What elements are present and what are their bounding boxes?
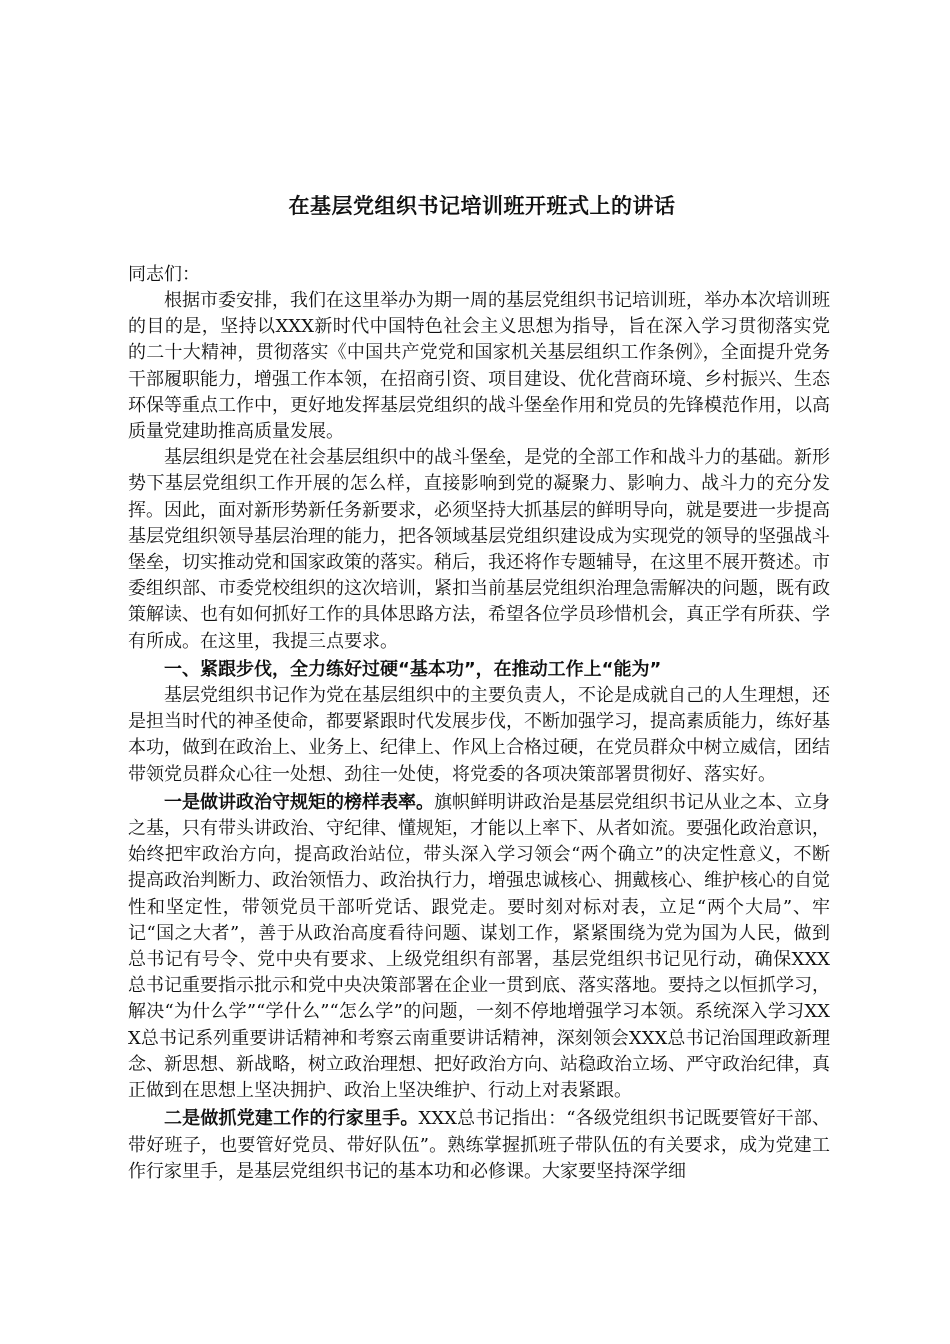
section-1-paragraph: 基层党组织书记作为党在基层组织中的主要负责人，不论是成就自己的人生理想，还是担当时代的神圣使命，都要紧跟时代发展步伐，不断加强学习，提高素质能力，练好基本功，做到在政治上、业务上、纪律上、作风上合格过硬，在党员群众中树立威信，团结带领党员群众心往一处想、劲往一处使，将党委的各项决策部署贯彻好、落实好。: [128, 685, 830, 785]
context-paragraph: 基层组织是党在社会基层组织中的战斗堡垒，是党的全部工作和战斗力的基础。新形势下基层党组织工作开展的怎么样，直接影响到党的凝聚力、影响力、战斗力的充分发挥。因此，面对新形势新任务新要求，必须坚持大抓基层的鲜明导向，就是要进一步提高基层党组织领导基层治理的能力，把各领域基层党组织建设成为实现党的领导的坚强战斗堡垒，切实推动党和国家政策的落实。稍后，我还将作专题辅导，在这里不展开赘述。市委组织部、市委党校组织的这次培训，紧扣当前基层党组织治理急需解决的问题，既有政策解读、也有如何抓好工作的具体思路方法，希望各位学员珍惜机会，真正学有所获、学有所成。在这里，我提三点要求。: [128, 447, 830, 652]
section-heading-1: 一、紧跟步伐，全力练好过硬“基本功”，在推动工作上“能为”: [164, 658, 662, 680]
document-title: 在基层党组织书记培训班开班式上的讲话: [288, 194, 676, 218]
point-2-body: XXX总书记指出：“各级党组织书记既要管好干部、带好班子，也要管好党员、带好队伍”。熟练掌握抓班子带队伍的有关要求，成为党建工作行家里手，是基层党组织书记的基本功和必修课。大家要坚持深学细: [128, 1108, 830, 1182]
point-1-paragraph: [128, 790, 830, 1104]
intro-paragraph: 根据市委安排，我们在这里举办为期一周的基层党组织书记培训班，举办本次培训班的目的是，坚持以XXX新时代中国特色社会主义思想为指导，旨在深入学习贯彻落实党的二十大精神，贯彻落实《中国共产党党和国家机关基层组织工作条例》，全面提升党务干部履职能力，增强工作本领，在招商引资、项目建设、优化营商环境、乡村振兴、生态环保等重点工作中，更好地发挥基层党组织的战斗堡垒作用和党员的先锋模范作用，以高质量党建助推高质量发展。: [128, 290, 830, 443]
point-1-body: 旗帜鲜明讲政治是基层党组织书记从业之本、立身之基，只有带头讲政治、守纪律、懂规矩，才能以上率下、从者如流。要强化政治意识，始终把牢政治方向，提高政治站位，带头深入学习领会“两个确立”的决定性意义，不断提高政治判断力、政治领悟力、政治执行力，增强忠诚核心、拥戴核心、维护核心的自觉性和坚定性，带领党员干部听党话、跟党走。要时刻对标对表，立足“两个大局”、牢记“国之大者”，善于从政治高度看待问题、谋划工作，紧紧围绕为党为国为人民，做到总书记有号令、党中央有要求、上级党组织有部署，基层党组织书记见行动，确保XXX总书记重要指示批示和党中央决策部署在企业一贯到底、落实落地。要持之以恒抓学习，解决“为什么学”“学什么”“怎么学”的问题，一刻不停地增强学习本领。系统深入学习XXX总书记系列重要讲话精神和考察云南重要讲话精神，深刻领会XXX总书记治国理政新理念、新思想、新战略，树立政治理想、把好政治方向、站稳政治立场、严守政治纪律，真正做到在思想上坚决拥护、政治上坚决维护、行动上对表紧跟。: [128, 791, 830, 1102]
point-2-paragraph: [128, 1106, 830, 1185]
salutation: 同志们：: [128, 264, 200, 285]
point-1-lead: 一是做讲政治守规矩的榜样表率。: [164, 791, 434, 813]
document-page: [128, 190, 830, 1185]
point-2-lead: 二是做抓党建工作的行家里手。: [164, 1108, 419, 1130]
